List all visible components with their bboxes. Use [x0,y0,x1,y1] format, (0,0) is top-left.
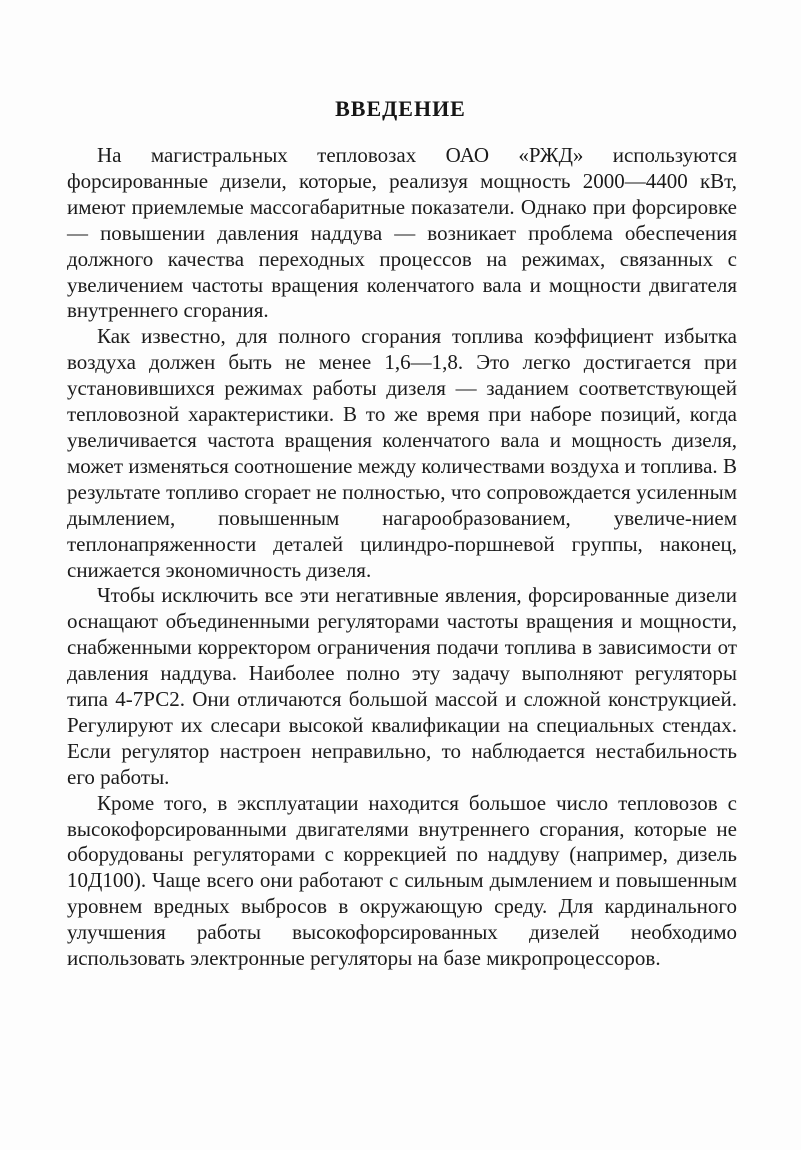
paragraph-3: Чтобы исключить все эти негативные явления, форсированные дизели оснащают объединенными регуляторами частоты вращения и мощности, снабженными корректором ограничения подачи топлива в зависимости от давления наддува. Наиболее полно эту задачу выполняют регуляторы типа 4-7РС2. Они отличаются большой массой и сложной конструкцией. Регулируют их слесари высокой квалификации на специальных стендах. Если регулятор настроен неправильно, то наблюдается нестабильность его работы. [67,583,737,789]
paragraph-1: На магистральных тепловозах ОАО «РЖД» используются форсированные дизели, которые, реализуя мощность 2000—4400 кВт, имеют приемлемые массогабаритные показатели. Однако при форсировке — повышении давления наддува — возникает проблема обеспечения должного качества переходных процессов на режимах, связанных с увеличением частоты вращения коленчатого вала и мощности двигателя внутреннего сгорания. [67,143,737,323]
section-heading: ВВЕДЕНИЕ [335,96,466,121]
paragraph-4: Кроме того, в эксплуатации находится большое число тепловозов с высокофорсированными двигателями внутреннего сгорания, которые не оборудованы регуляторами с коррекцией по наддуву (например, дизель 10Д100). Чаще всего они работают с сильным дымлением и повышенным уровнем вредных выбросов в окружающую среду. Для кардинального улучшения работы высокофорсированных дизелей необходимо использовать электронные регуляторы на базе микропроцессоров. [67,790,737,971]
paragraph-2: Как известно, для полного сгорания топлива коэффициент избытка воздуха должен быть не менее 1,6—1,8. Это легко достигается при установившихся режимах работы дизеля — заданием соответствующей тепловозной характеристики. В то же время при наборе позиций, когда увеличивается частота вращения коленчатого вала и мощность дизеля, может изменяться соотношение между количествами воздуха и топлива. В результате топливо сгорает не полностью, что сопровождается усиленным дымлением, повышенным нагарообразованием, увеличе-нием теплонапряженности деталей цилиндро-поршневой группы, наконец, снижается экономичность дизеля. [67,324,737,582]
body-text [67,143,737,972]
